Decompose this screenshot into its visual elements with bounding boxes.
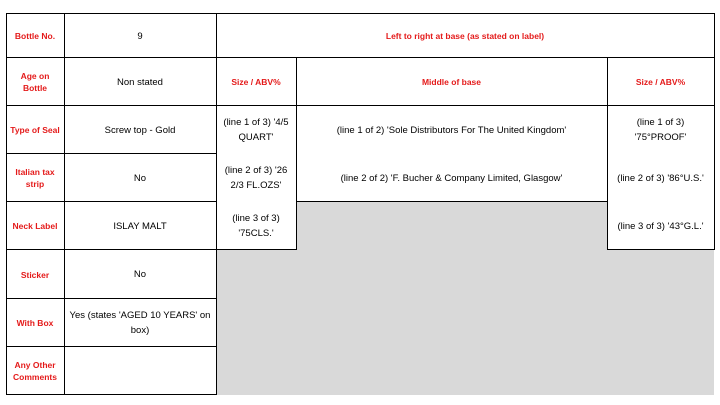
blank-region-lower [216,250,714,395]
base-left-line-3: (line 3 of 3) '75CLS.' [232,213,280,239]
label-neck-label: Neck Label [12,221,58,231]
base-left-line-2: (line 2 of 3) '26 2/3 FL.OZS' [224,165,288,191]
base-right-header: Size / ABV% [635,77,686,87]
value-with-box: Yes (states 'AGED 10 YEARS' on box) [69,310,211,336]
value-bottle-no: 9 [137,30,143,42]
base-middle-line-2: (line 2 of 2) 'F. Bucher & Company Limited, Glasgow' [340,172,563,184]
grid-line [607,249,715,250]
grid-line [6,153,216,154]
label-with-box: With Box [16,318,54,328]
value-sticker: No [133,269,147,280]
blank-region-base-middle [296,202,607,250]
label-bottle-no: Bottle No. [14,31,56,41]
grid-line [6,298,216,299]
grid-line [6,57,715,58]
grid-line [296,57,297,250]
grid-line [296,201,607,202]
grid-line [6,346,216,347]
base-right-line-2: (line 2 of 3) '86°U.S.' [617,172,704,184]
base-middle-header: Middle of base [421,77,482,87]
grid-line [216,13,217,395]
label-type-of-seal: Type of Seal [10,125,60,135]
grid-line [6,13,7,395]
base-left-header: Size / ABV% [231,77,281,87]
grid-line [6,201,216,202]
grid-line [6,394,216,395]
value-neck-label: ISLAY MALT [113,220,167,232]
grid-line [607,57,608,250]
label-age-on-bottle: Age on Bottle [20,71,50,93]
value-type-of-seal: Screw top - Gold [104,124,176,136]
label-sticker: Sticker [20,269,50,280]
grid-line [6,105,715,106]
value-age-on-bottle: Non stated [117,76,163,88]
base-middle-line-1: (line 1 of 2) 'Sole Distributors For The United Kingdom' [336,124,567,136]
label-italian-tax-strip: Italian tax strip [15,167,55,189]
grid-line [6,249,296,250]
value-any-other-comments [64,347,216,395]
base-section-title: Left to right at base (as stated on label) [385,31,545,41]
grid-line [6,13,715,14]
base-left-line-1: (line 1 of 3) '4/5 QUART' [223,117,289,143]
label-any-other-comments: Any Other Comments [13,360,57,382]
grid-line [64,13,65,395]
base-right-line-3: (line 3 of 3) '43°G.L.' [617,220,704,232]
value-italian-tax-strip: No [133,172,147,184]
base-right-line-1: (line 1 of 3) '75°PROOF' [634,117,687,143]
grid-line [714,13,715,250]
